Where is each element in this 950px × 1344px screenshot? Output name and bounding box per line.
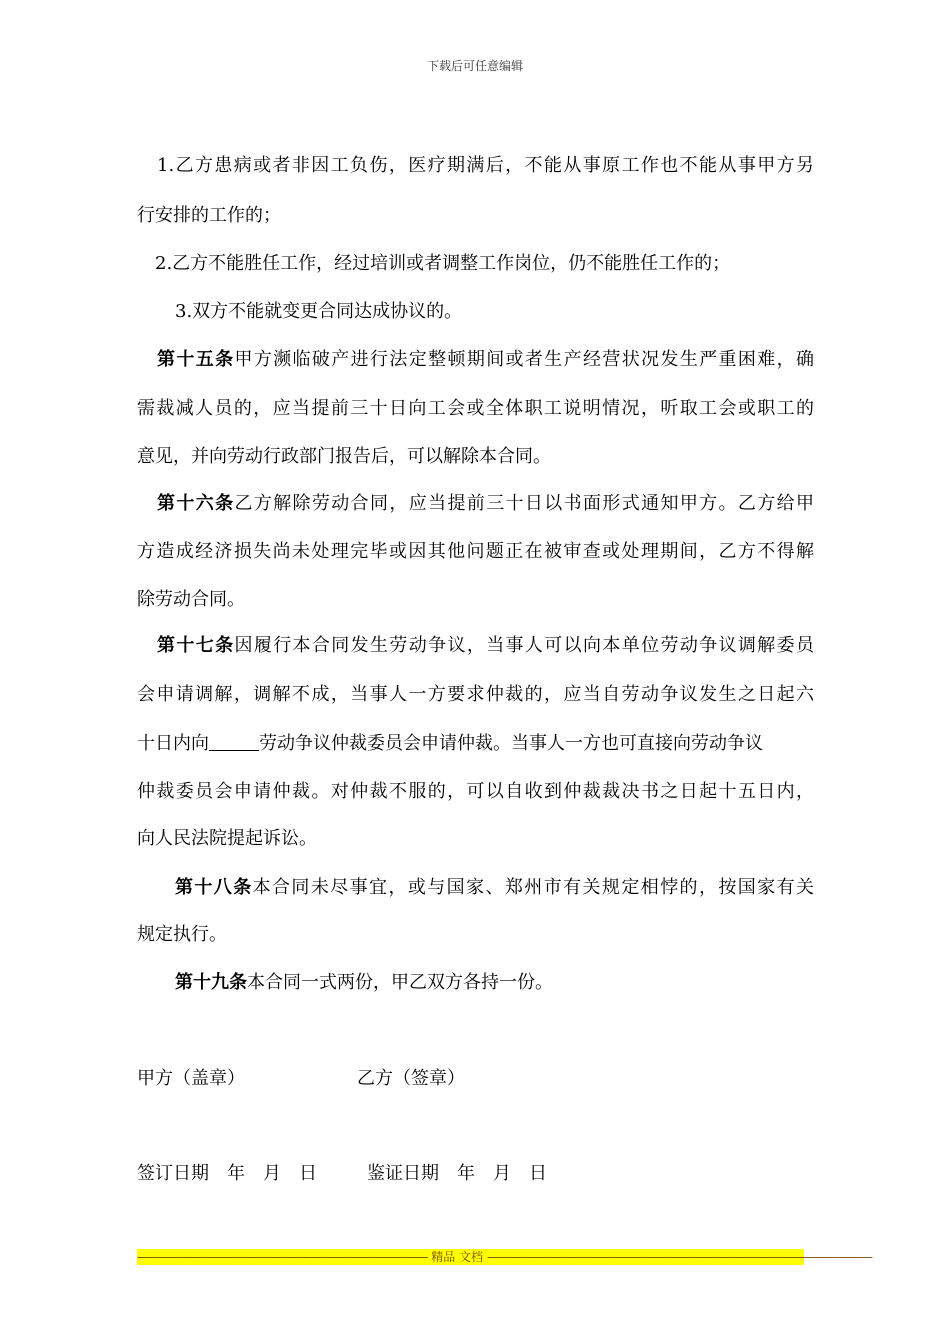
article-17-line-2: 会申请调解，调解不成，当事人一方要求仲裁的，应当自劳动争议发生之日起六 bbox=[137, 684, 814, 705]
article-18-title: 第十八条 bbox=[175, 877, 253, 898]
article-17-line-3: 十日内向 劳动争议仲裁委员会申请仲裁。当事人一方也可直接向劳动争议 bbox=[137, 733, 763, 754]
verify-date: 鉴证日期 年 月 日 bbox=[367, 1163, 547, 1184]
item-2: 2.乙方不能胜任工作，经过培训或者调整工作岗位，仍不能胜任工作的； bbox=[155, 253, 731, 274]
footer-text: 精品 文档 bbox=[431, 1250, 484, 1264]
article-19-line-1: 第十九条本合同一式两份，甲乙双方各持一份。 bbox=[175, 972, 553, 993]
party-a-seal: 甲方（盖章） bbox=[137, 1068, 245, 1089]
article-15-line-2: 需裁减人员的，应当提前三十日向工会或全体职工说明情况，听取工会或职工的 bbox=[137, 398, 814, 419]
footer-dashes-left: ----------------------------------------------------------------------------------------------- bbox=[137, 1250, 428, 1264]
page-header: 下载后可任意编辑 bbox=[426, 59, 523, 73]
page-footer bbox=[137, 1249, 872, 1265]
item-1-line-2: 行安排的工作的； bbox=[137, 205, 281, 226]
article-17-line-5: 向人民法院提起诉讼。 bbox=[137, 828, 317, 849]
article-16-title: 第十六条 bbox=[157, 493, 235, 514]
sign-date: 签订日期 年 月 日 bbox=[137, 1163, 317, 1184]
item-3: 3.双方不能就变更合同达成协议的。 bbox=[175, 301, 463, 322]
article-15-line-3: 意见，并向劳动行政部门报告后，可以解除本合同。 bbox=[137, 446, 551, 467]
article-17-line-1: 第十七条因履行本合同发生劳动争议，当事人可以向本单位劳动争议调解委员 bbox=[157, 635, 815, 656]
arbitration-blank bbox=[209, 732, 259, 751]
article-16-line-1: 第十六条乙方解除劳动合同，应当提前三十日以书面形式通知甲方。乙方给甲 bbox=[157, 493, 815, 514]
article-16-line-3: 除劳动合同。 bbox=[137, 589, 245, 610]
article-18-line-1: 第十八条本合同未尽事宜，或与国家、郑州市有关规定相悖的，按国家有关 bbox=[175, 877, 814, 898]
item-1-line-1: 1.乙方患病或者非因工负伤，医疗期满后，不能从事原工作也不能从事甲方另 bbox=[157, 155, 814, 176]
article-18-line-2: 规定执行。 bbox=[137, 924, 227, 945]
party-b-seal: 乙方（签章） bbox=[357, 1068, 465, 1089]
article-16-line-2: 方造成经济损失尚未处理完毕或因其他问题正在被审查或处理期间，乙方不得解 bbox=[137, 541, 814, 562]
article-19-title: 第十九条 bbox=[175, 972, 247, 993]
article-17-title: 第十七条 bbox=[157, 635, 235, 656]
article-15-title: 第十五条 bbox=[157, 349, 235, 370]
article-15-line-1: 第十五条甲方濒临破产进行法定整顿期间或者生产经营状况发生严重困难，确 bbox=[157, 349, 815, 370]
article-17-line-4: 仲裁委员会申请仲裁。对仲裁不服的，可以自收到仲裁裁决书之日起十五日内， bbox=[137, 781, 814, 802]
footer-dashes-right: ------------------------------------------------------------------------------------------------------------------------------ bbox=[487, 1250, 872, 1264]
